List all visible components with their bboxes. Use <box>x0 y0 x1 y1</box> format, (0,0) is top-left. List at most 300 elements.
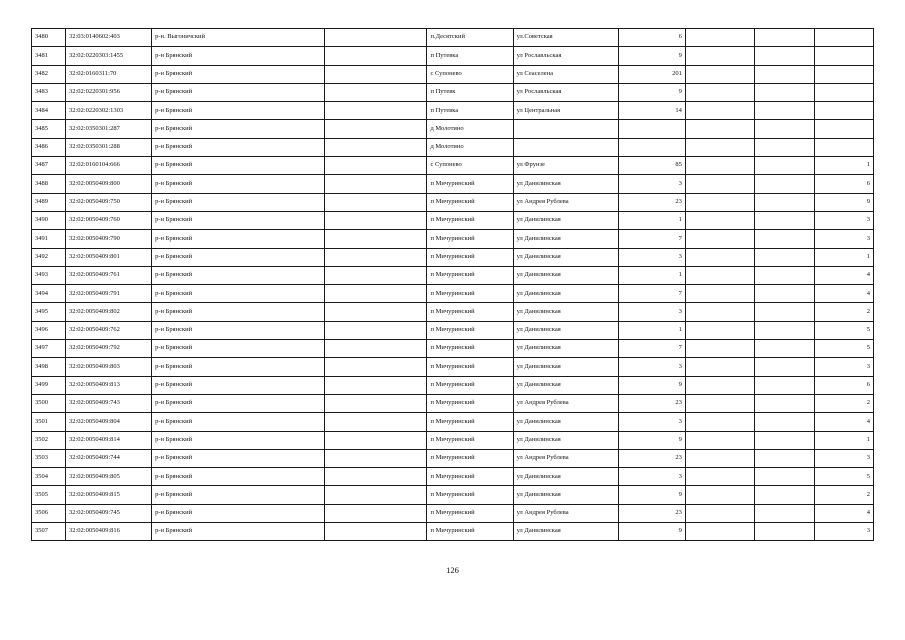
locality-cell: п Мичуринский <box>427 486 513 504</box>
record-number-cell: 3496 <box>32 321 66 339</box>
street-cell: ул.Советская <box>513 29 618 47</box>
table-row <box>32 431 874 449</box>
table-row <box>32 266 874 284</box>
blank-cell <box>685 248 754 266</box>
blank-cell <box>325 358 427 376</box>
street-cell <box>513 138 618 156</box>
cadastral-number-cell: 32:02:0050409:761 <box>65 266 151 284</box>
blank-cell <box>685 175 754 193</box>
blank-cell <box>325 413 427 431</box>
street-cell: ул Данилинская <box>513 486 618 504</box>
cadastral-number-cell: 32:02:0050409:802 <box>65 303 151 321</box>
table-row <box>32 138 874 156</box>
record-number-cell: 3507 <box>32 523 66 541</box>
house-number-cell: 9 <box>618 376 685 394</box>
blank-cell <box>685 321 754 339</box>
locality-cell: п Мичуринский <box>427 321 513 339</box>
blank-cell <box>685 468 754 486</box>
locality-cell: п Путевк <box>427 83 513 101</box>
district-cell: р-н Брянский <box>152 468 325 486</box>
blank-cell <box>685 523 754 541</box>
district-cell: р-н Брянский <box>152 285 325 303</box>
house-number-cell: 23 <box>618 504 685 522</box>
house-number-cell: 9 <box>618 523 685 541</box>
district-cell: р-н Брянский <box>152 138 325 156</box>
table-row <box>32 340 874 358</box>
blank-cell <box>754 523 814 541</box>
street-cell: ул Данилинская <box>513 340 618 358</box>
record-number-cell: 3480 <box>32 29 66 47</box>
table-row <box>32 358 874 376</box>
house-number-cell <box>618 138 685 156</box>
cadastral-number-cell: 32:02:0050409:745 <box>65 504 151 522</box>
blank-cell <box>685 449 754 467</box>
table-row <box>32 83 874 101</box>
district-cell: р-н Брянский <box>152 102 325 120</box>
blank-cell <box>325 321 427 339</box>
apartment-cell: 4 <box>815 266 874 284</box>
cadastral-number-cell: 32:02:0050409:750 <box>65 193 151 211</box>
street-cell: ул Данилинская <box>513 468 618 486</box>
blank-cell <box>754 394 814 412</box>
blank-cell <box>754 486 814 504</box>
cadastral-number-cell: 32:02:0050409:743 <box>65 394 151 412</box>
apartment-cell: 4 <box>815 504 874 522</box>
apartment-cell: 6 <box>815 376 874 394</box>
blank-cell <box>325 29 427 47</box>
house-number-cell: 3 <box>618 303 685 321</box>
district-cell: р-н Брянский <box>152 65 325 83</box>
district-cell: р-н Брянский <box>152 394 325 412</box>
record-number-cell: 3489 <box>32 193 66 211</box>
blank-cell <box>754 449 814 467</box>
blank-cell <box>754 321 814 339</box>
record-number-cell: 3486 <box>32 138 66 156</box>
district-cell: р-н Брянский <box>152 358 325 376</box>
district-cell: р-н Брянский <box>152 248 325 266</box>
house-number-cell: 23 <box>618 394 685 412</box>
street-cell: ул Данилинская <box>513 376 618 394</box>
blank-cell <box>754 47 814 65</box>
blank-cell <box>685 157 754 175</box>
record-number-cell: 3491 <box>32 230 66 248</box>
house-number-cell: 7 <box>618 230 685 248</box>
locality-cell: п Мичуринский <box>427 468 513 486</box>
locality-cell: п Мичуринский <box>427 303 513 321</box>
district-cell: р-н Брянский <box>152 449 325 467</box>
locality-cell: п Мичуринский <box>427 376 513 394</box>
blank-cell <box>754 266 814 284</box>
blank-cell <box>754 65 814 83</box>
record-number-cell: 3501 <box>32 413 66 431</box>
district-cell: р-н Брянский <box>152 83 325 101</box>
house-number-cell: 1 <box>618 321 685 339</box>
street-cell: ул Данилинская <box>513 413 618 431</box>
table-row <box>32 468 874 486</box>
apartment-cell: 5 <box>815 340 874 358</box>
apartment-cell: 2 <box>815 303 874 321</box>
house-number-cell: 23 <box>618 193 685 211</box>
record-number-cell: 3505 <box>32 486 66 504</box>
apartment-cell: 3 <box>815 449 874 467</box>
record-number-cell: 3492 <box>32 248 66 266</box>
blank-cell <box>754 303 814 321</box>
page-number: 126 <box>446 565 459 575</box>
blank-cell <box>754 358 814 376</box>
table-row <box>32 376 874 394</box>
record-number-cell: 3493 <box>32 266 66 284</box>
locality-cell: п Мичуринский <box>427 394 513 412</box>
house-number-cell: 3 <box>618 468 685 486</box>
table-row <box>32 248 874 266</box>
apartment-cell: 1 <box>815 248 874 266</box>
locality-cell: п Мичуринский <box>427 340 513 358</box>
blank-cell <box>685 65 754 83</box>
apartment-cell: 5 <box>815 321 874 339</box>
locality-cell: п Мичуринский <box>427 211 513 229</box>
record-number-cell: 3488 <box>32 175 66 193</box>
apartment-cell <box>815 47 874 65</box>
blank-cell <box>325 157 427 175</box>
cadastral-number-cell: 32:02:0350301:288 <box>65 138 151 156</box>
table-row <box>32 413 874 431</box>
locality-cell: п Мичуринский <box>427 230 513 248</box>
apartment-cell: 9 <box>815 193 874 211</box>
table-row <box>32 102 874 120</box>
record-number-cell: 3485 <box>32 120 66 138</box>
district-cell: р-н Брянский <box>152 504 325 522</box>
district-cell: р-н Брянский <box>152 413 325 431</box>
blank-cell <box>754 102 814 120</box>
record-number-cell: 3490 <box>32 211 66 229</box>
district-cell: р-н. Выгоничский <box>152 29 325 47</box>
blank-cell <box>754 120 814 138</box>
district-cell: р-н Брянский <box>152 266 325 284</box>
apartment-cell <box>815 83 874 101</box>
blank-cell <box>325 83 427 101</box>
street-cell: ул Данилинская <box>513 266 618 284</box>
house-number-cell: 3 <box>618 358 685 376</box>
blank-cell <box>685 340 754 358</box>
house-number-cell <box>618 120 685 138</box>
blank-cell <box>685 47 754 65</box>
district-cell: р-н Брянский <box>152 376 325 394</box>
record-number-cell: 3504 <box>32 468 66 486</box>
street-cell <box>513 120 618 138</box>
blank-cell <box>685 394 754 412</box>
cadastral-number-cell: 32:02:0050409:803 <box>65 358 151 376</box>
district-cell: р-н Брянский <box>152 157 325 175</box>
blank-cell <box>685 303 754 321</box>
blank-cell <box>754 157 814 175</box>
house-number-cell: 1 <box>618 211 685 229</box>
cadastral-number-cell: 32:03:0140602:403 <box>65 29 151 47</box>
table-row <box>32 193 874 211</box>
table-row <box>32 504 874 522</box>
district-cell: р-н Брянский <box>152 230 325 248</box>
house-number-cell: 23 <box>618 449 685 467</box>
apartment-cell: 4 <box>815 285 874 303</box>
record-number-cell: 3502 <box>32 431 66 449</box>
record-number-cell: 3495 <box>32 303 66 321</box>
apartment-cell: 1 <box>815 157 874 175</box>
record-number-cell: 3503 <box>32 449 66 467</box>
cadastral-number-cell: 32:02:0220301:956 <box>65 83 151 101</box>
district-cell: р-н Брянский <box>152 321 325 339</box>
cadastral-number-cell: 32:02:0050409:760 <box>65 211 151 229</box>
table-row <box>32 157 874 175</box>
blank-cell <box>685 83 754 101</box>
blank-cell <box>325 340 427 358</box>
blank-cell <box>325 120 427 138</box>
blank-cell <box>754 504 814 522</box>
registry-table <box>31 28 874 541</box>
table-row <box>32 523 874 541</box>
cadastral-number-cell: 32:02:0160311:70 <box>65 65 151 83</box>
cadastral-number-cell: 32:02:0220302:1303 <box>65 102 151 120</box>
blank-cell <box>754 248 814 266</box>
blank-cell <box>685 504 754 522</box>
table-row <box>32 120 874 138</box>
cadastral-number-cell: 32:02:0050409:801 <box>65 248 151 266</box>
locality-cell: п Мичуринский <box>427 358 513 376</box>
street-cell: ул Сеаселена <box>513 65 618 83</box>
street-cell: ул Рославльская <box>513 47 618 65</box>
street-cell: ул Андрея Рублева <box>513 504 618 522</box>
locality-cell: п Мичуринский <box>427 193 513 211</box>
apartment-cell: 3 <box>815 211 874 229</box>
street-cell: ул Данилинская <box>513 175 618 193</box>
blank-cell <box>325 285 427 303</box>
house-number-cell: 9 <box>618 431 685 449</box>
locality-cell: с Супонево <box>427 65 513 83</box>
house-number-cell: 9 <box>618 47 685 65</box>
table-row <box>32 394 874 412</box>
apartment-cell: 3 <box>815 523 874 541</box>
district-cell: р-н Брянский <box>152 120 325 138</box>
blank-cell <box>325 65 427 83</box>
blank-cell <box>685 211 754 229</box>
apartment-cell: 6 <box>815 175 874 193</box>
district-cell: р-н Брянский <box>152 431 325 449</box>
locality-cell: п Мичуринский <box>427 413 513 431</box>
blank-cell <box>685 285 754 303</box>
blank-cell <box>685 486 754 504</box>
apartment-cell <box>815 102 874 120</box>
apartment-cell: 5 <box>815 468 874 486</box>
record-number-cell: 3497 <box>32 340 66 358</box>
blank-cell <box>325 449 427 467</box>
blank-cell <box>325 248 427 266</box>
house-number-cell: 3 <box>618 248 685 266</box>
house-number-cell: 14 <box>618 102 685 120</box>
locality-cell: п Мичуринский <box>427 285 513 303</box>
blank-cell <box>754 175 814 193</box>
apartment-cell: 1 <box>815 431 874 449</box>
street-cell: ул Андрея Рублева <box>513 449 618 467</box>
blank-cell <box>325 138 427 156</box>
cadastral-number-cell: 32:02:0050409:804 <box>65 413 151 431</box>
blank-cell <box>325 523 427 541</box>
cadastral-number-cell: 32:02:0050409:800 <box>65 175 151 193</box>
blank-cell <box>754 431 814 449</box>
street-cell: ул Данилинская <box>513 285 618 303</box>
table-row <box>32 65 874 83</box>
blank-cell <box>325 303 427 321</box>
blank-cell <box>325 193 427 211</box>
apartment-cell: 2 <box>815 486 874 504</box>
house-number-cell: 7 <box>618 285 685 303</box>
locality-cell: п Путевка <box>427 47 513 65</box>
blank-cell <box>754 193 814 211</box>
blank-cell <box>685 138 754 156</box>
blank-cell <box>754 29 814 47</box>
house-number-cell: 9 <box>618 83 685 101</box>
blank-cell <box>325 486 427 504</box>
street-cell: ул Андрея Рублева <box>513 193 618 211</box>
district-cell: р-н Брянский <box>152 523 325 541</box>
table-row <box>32 449 874 467</box>
locality-cell: п Путевка <box>427 102 513 120</box>
street-cell: ул Данилинская <box>513 248 618 266</box>
table-row <box>32 211 874 229</box>
record-number-cell: 3481 <box>32 47 66 65</box>
table-row <box>32 486 874 504</box>
record-number-cell: 3484 <box>32 102 66 120</box>
house-number-cell: 3 <box>618 175 685 193</box>
table-row <box>32 285 874 303</box>
blank-cell <box>685 102 754 120</box>
cadastral-number-cell: 32:02:0050409:805 <box>65 468 151 486</box>
table-row <box>32 230 874 248</box>
blank-cell <box>325 504 427 522</box>
cadastral-number-cell: 32:02:0050409:744 <box>65 449 151 467</box>
district-cell: р-н Брянский <box>152 211 325 229</box>
locality-cell: п Мичуринский <box>427 523 513 541</box>
blank-cell <box>754 468 814 486</box>
blank-cell <box>685 230 754 248</box>
locality-cell: д Молотино <box>427 120 513 138</box>
cadastral-number-cell: 32:02:0160104:666 <box>65 157 151 175</box>
cadastral-number-cell: 32:02:0050409:790 <box>65 230 151 248</box>
cadastral-number-cell: 32:02:0050409:814 <box>65 431 151 449</box>
apartment-cell <box>815 120 874 138</box>
district-cell: р-н Брянский <box>152 340 325 358</box>
blank-cell <box>754 211 814 229</box>
blank-cell <box>325 102 427 120</box>
street-cell: ул Данилинская <box>513 358 618 376</box>
cadastral-number-cell: 32:02:0220303:1455 <box>65 47 151 65</box>
apartment-cell <box>815 138 874 156</box>
house-number-cell: 6 <box>618 29 685 47</box>
blank-cell <box>685 413 754 431</box>
district-cell: р-н Брянский <box>152 303 325 321</box>
cadastral-number-cell: 32:02:0350301:287 <box>65 120 151 138</box>
blank-cell <box>754 285 814 303</box>
blank-cell <box>325 175 427 193</box>
record-number-cell: 3498 <box>32 358 66 376</box>
street-cell: ул Данилинская <box>513 303 618 321</box>
street-cell: ул Данилинская <box>513 230 618 248</box>
locality-cell: д Молотино <box>427 138 513 156</box>
blank-cell <box>325 266 427 284</box>
street-cell: ул Рославльская <box>513 83 618 101</box>
locality-cell: п.Десятский <box>427 29 513 47</box>
locality-cell: п Мичуринский <box>427 266 513 284</box>
apartment-cell <box>815 29 874 47</box>
blank-cell <box>685 120 754 138</box>
blank-cell <box>325 468 427 486</box>
district-cell: р-н Брянский <box>152 47 325 65</box>
table-row <box>32 47 874 65</box>
table-row <box>32 175 874 193</box>
cadastral-number-cell: 32:02:0050409:816 <box>65 523 151 541</box>
blank-cell <box>754 413 814 431</box>
blank-cell <box>685 376 754 394</box>
blank-cell <box>685 266 754 284</box>
blank-cell <box>325 211 427 229</box>
house-number-cell: 7 <box>618 340 685 358</box>
district-cell: р-н Брянский <box>152 193 325 211</box>
house-number-cell: 85 <box>618 157 685 175</box>
cadastral-number-cell: 32:02:0050409:792 <box>65 340 151 358</box>
blank-cell <box>685 431 754 449</box>
locality-cell: с Супонево <box>427 157 513 175</box>
apartment-cell <box>815 65 874 83</box>
blank-cell <box>754 376 814 394</box>
apartment-cell: 3 <box>815 230 874 248</box>
house-number-cell: 201 <box>618 65 685 83</box>
cadastral-number-cell: 32:02:0050409:762 <box>65 321 151 339</box>
locality-cell: п Мичуринский <box>427 449 513 467</box>
blank-cell <box>325 394 427 412</box>
house-number-cell: 9 <box>618 486 685 504</box>
blank-cell <box>685 193 754 211</box>
cadastral-number-cell: 32:02:0050409:813 <box>65 376 151 394</box>
blank-cell <box>325 431 427 449</box>
locality-cell: п Мичуринский <box>427 431 513 449</box>
street-cell: ул Данилинская <box>513 321 618 339</box>
apartment-cell: 2 <box>815 394 874 412</box>
street-cell: ул Данилинская <box>513 211 618 229</box>
record-number-cell: 3487 <box>32 157 66 175</box>
table-row <box>32 321 874 339</box>
apartment-cell: 4 <box>815 413 874 431</box>
record-number-cell: 3482 <box>32 65 66 83</box>
street-cell: ул Фрунзе <box>513 157 618 175</box>
street-cell: ул Данилинская <box>513 523 618 541</box>
blank-cell <box>325 376 427 394</box>
cadastral-number-cell: 32:02:0050409:791 <box>65 285 151 303</box>
street-cell: ул Данилинская <box>513 431 618 449</box>
blank-cell <box>754 340 814 358</box>
blank-cell <box>685 29 754 47</box>
table-row <box>32 303 874 321</box>
blank-cell <box>754 138 814 156</box>
record-number-cell: 3494 <box>32 285 66 303</box>
district-cell: р-н Брянский <box>152 175 325 193</box>
locality-cell: п Мичуринский <box>427 175 513 193</box>
apartment-cell: 3 <box>815 358 874 376</box>
blank-cell <box>685 358 754 376</box>
blank-cell <box>754 83 814 101</box>
blank-cell <box>325 230 427 248</box>
locality-cell: п Мичуринский <box>427 504 513 522</box>
table-row <box>32 29 874 47</box>
house-number-cell: 3 <box>618 413 685 431</box>
record-number-cell: 3506 <box>32 504 66 522</box>
cadastral-number-cell: 32:02:0050409:815 <box>65 486 151 504</box>
